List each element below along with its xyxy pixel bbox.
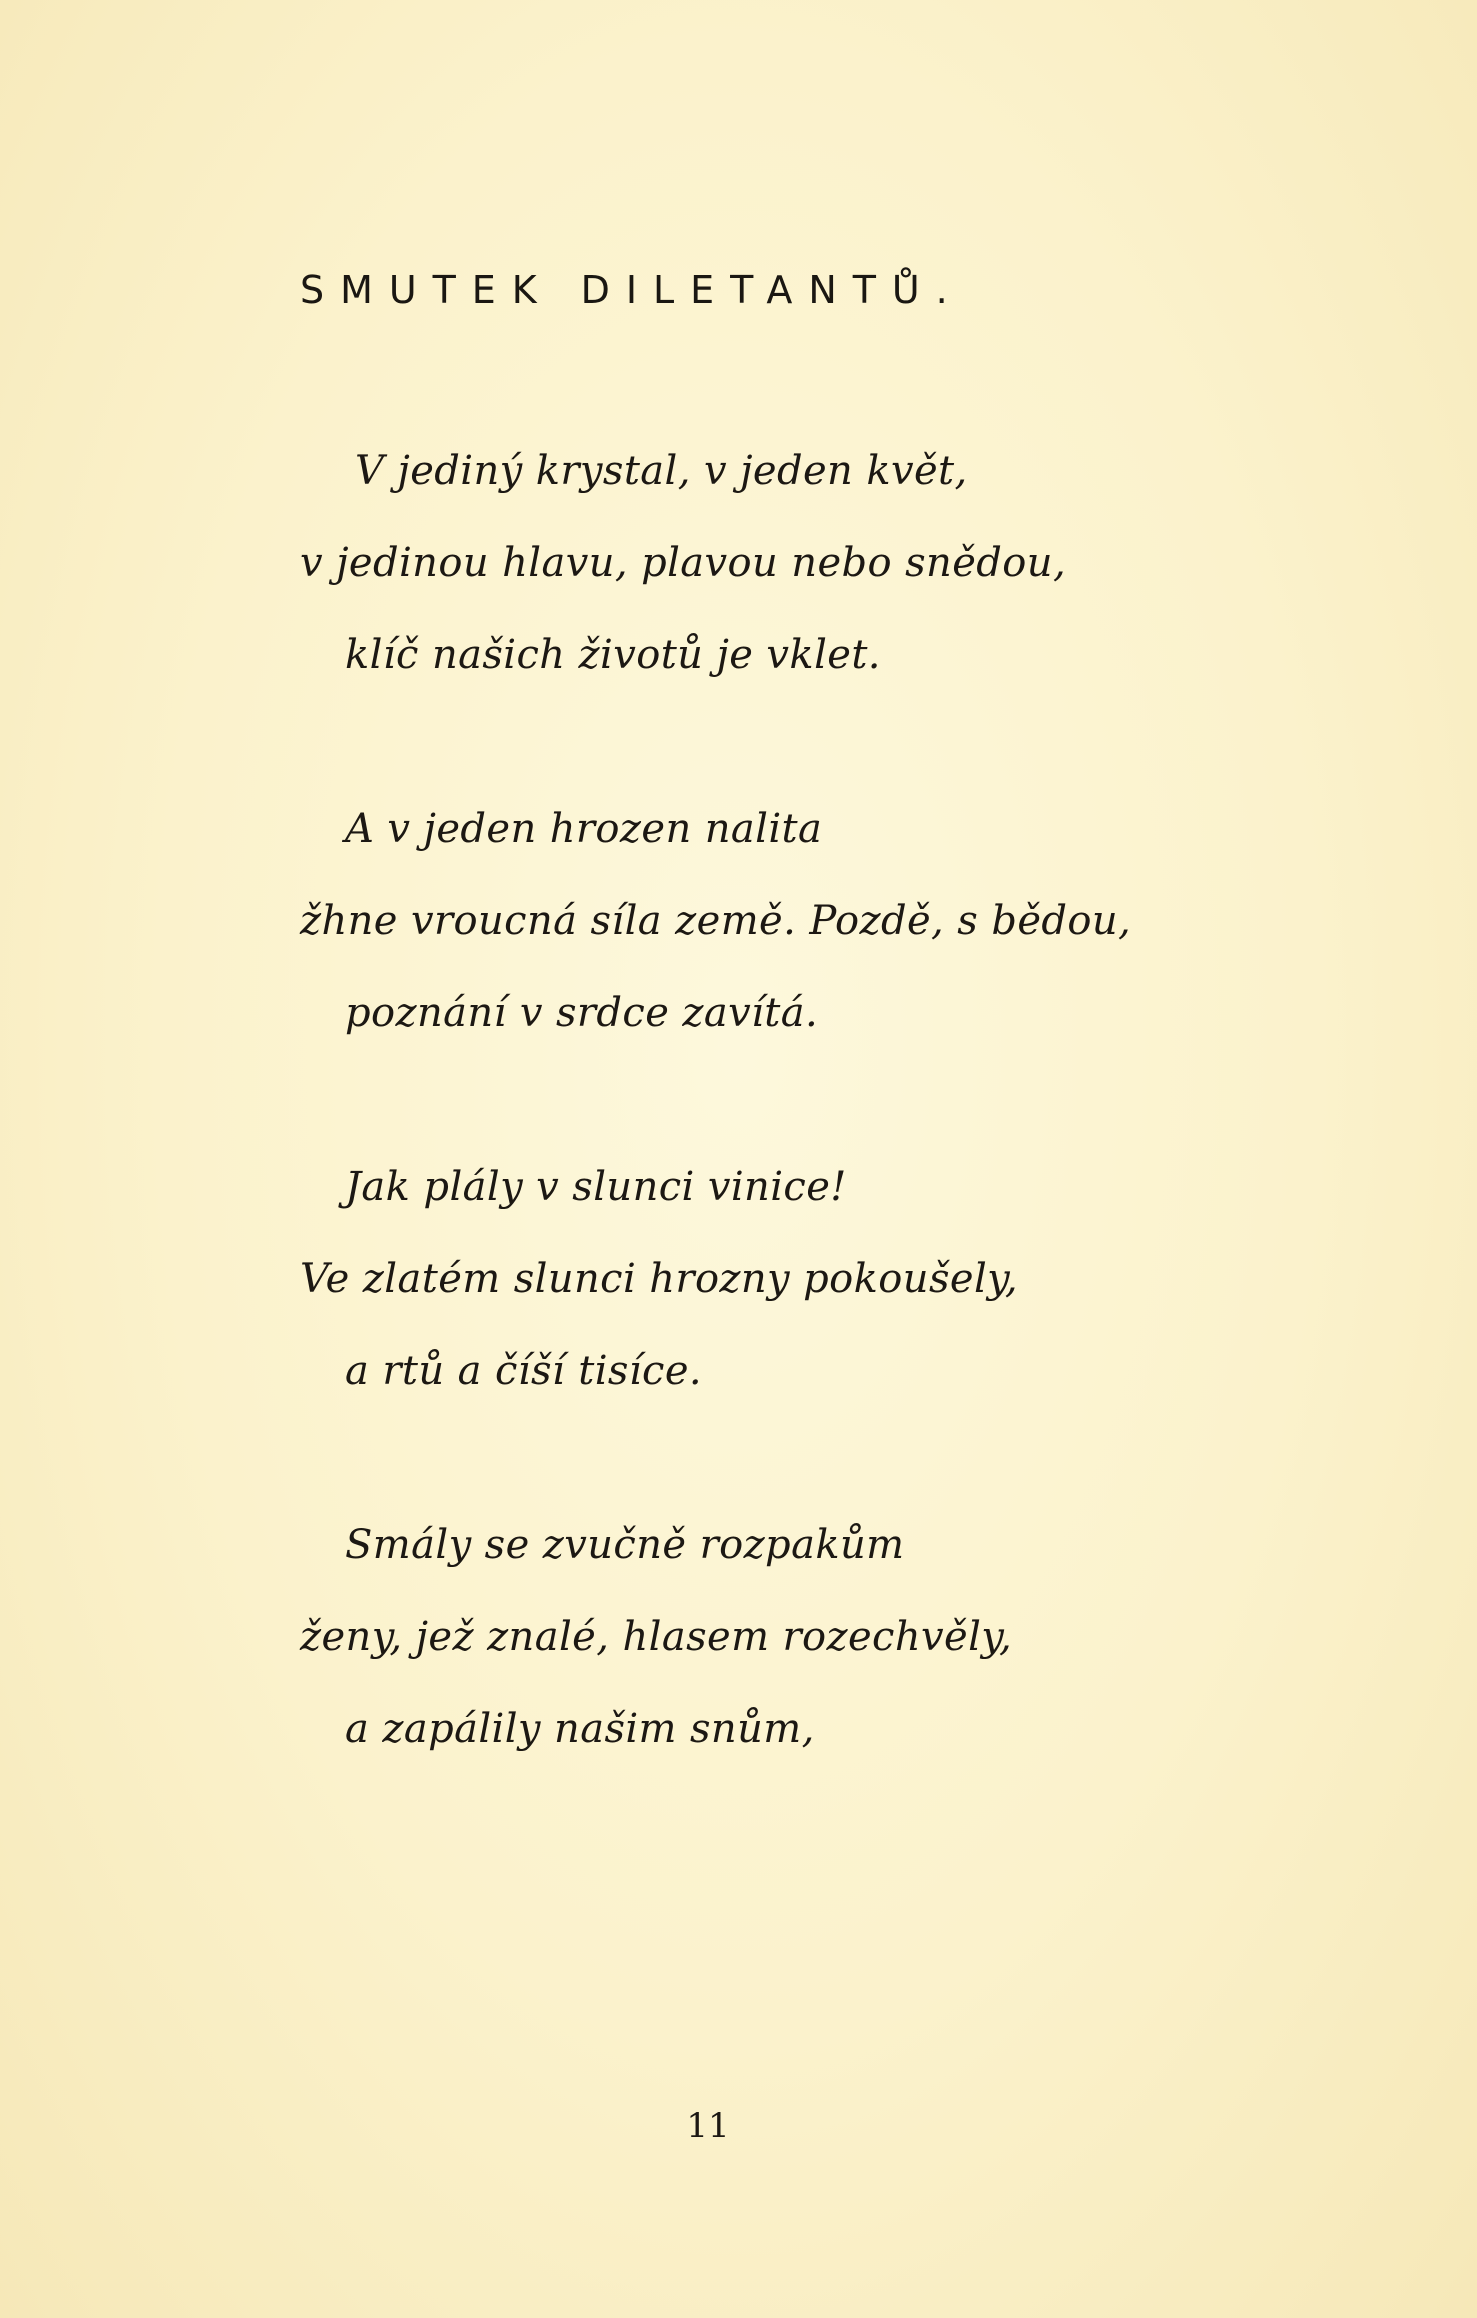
poem-line: a zapálily našim snům, [345,1706,815,1752]
poem-line: Smály se zvučně rozpakům [345,1522,905,1568]
poem-line: ženy, jež znalé, hlasem rozechvěly, [300,1614,1013,1660]
poem-line: klíč našich životů je vklet. [345,632,881,678]
poem-line: Jak plály v slunci vinice! [345,1164,847,1210]
page-number: 11 [686,2106,730,2146]
poem-line: V jediný krystal, v jeden květ, [355,448,968,494]
poem-line: žhne vroucná síla země. Pozdě, s bědou, [300,898,1132,944]
poem-title: SMUTEK DILETANTŮ. [300,268,964,312]
poem-line: A v jeden hrozen nalita [345,806,823,852]
poem-line: a rtů a číší tisíce. [345,1348,703,1394]
poem-line: Ve zlatém slunci hrozny pokoušely, [300,1256,1018,1302]
poem-line: v jedinou hlavu, plavou nebo snědou, [300,540,1067,586]
poem-line: poznání v srdce zavítá. [345,990,819,1036]
